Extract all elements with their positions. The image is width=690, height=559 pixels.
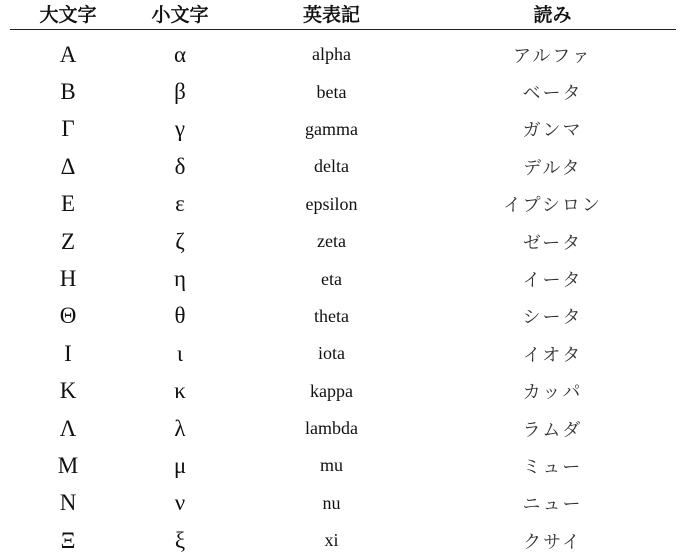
greek-alphabet-table bbox=[10, 0, 676, 559]
english-cell: mu bbox=[319, 455, 343, 476]
uppercase-cell: Λ bbox=[59, 415, 77, 441]
lowercase-cell: ξ bbox=[174, 527, 186, 553]
english-cell: theta bbox=[314, 305, 349, 326]
table-row bbox=[10, 298, 676, 335]
reading-cell: シータ bbox=[522, 307, 583, 329]
reading-cell: ニュー bbox=[522, 494, 583, 516]
english-cell: kappa bbox=[310, 380, 353, 401]
lowercase-cell: ζ bbox=[175, 228, 185, 254]
english-cell: beta bbox=[316, 81, 347, 102]
reading-cell: イオタ bbox=[522, 344, 583, 366]
table-row bbox=[10, 410, 676, 447]
table-row bbox=[10, 36, 676, 73]
english-cell: iota bbox=[318, 343, 345, 364]
lowercase-cell: κ bbox=[174, 378, 186, 404]
reading-cell: イプシロン bbox=[503, 195, 602, 217]
reading-cell: カッパ bbox=[522, 382, 583, 404]
english-cell: zeta bbox=[317, 231, 346, 252]
lowercase-cell: α bbox=[173, 41, 187, 67]
reading-cell: ガンマ bbox=[522, 120, 583, 142]
table-row bbox=[10, 73, 676, 110]
table-row bbox=[10, 111, 676, 148]
lowercase-cell: θ bbox=[174, 303, 186, 329]
uppercase-cell: Ι bbox=[64, 340, 72, 366]
english-cell: xi bbox=[324, 530, 339, 551]
table-row bbox=[10, 186, 676, 223]
lowercase-cell: μ bbox=[173, 452, 187, 478]
table-header bbox=[10, 0, 676, 30]
uppercase-cell: Ν bbox=[59, 490, 77, 516]
lowercase-cell: η bbox=[173, 266, 187, 292]
table-row bbox=[10, 148, 676, 185]
uppercase-cell: Θ bbox=[59, 303, 77, 329]
reading-cell: イータ bbox=[522, 270, 583, 292]
uppercase-cell: Α bbox=[59, 41, 77, 67]
uppercase-cell: Κ bbox=[59, 378, 77, 404]
uppercase-cell: Η bbox=[59, 266, 77, 292]
reading-cell: デルタ bbox=[523, 157, 582, 179]
uppercase-cell: Γ bbox=[61, 116, 75, 142]
table-row bbox=[10, 522, 676, 559]
table-row bbox=[10, 485, 676, 522]
reading-cell: ゼータ bbox=[522, 232, 583, 254]
lowercase-cell: β bbox=[174, 79, 186, 105]
english-cell: alpha bbox=[312, 44, 351, 65]
table-body bbox=[10, 30, 676, 559]
uppercase-cell: Ζ bbox=[60, 228, 76, 254]
table-row bbox=[10, 260, 676, 297]
lowercase-cell: ι bbox=[176, 340, 184, 366]
header-lowercase: 小文字 bbox=[151, 3, 209, 26]
english-cell: delta bbox=[314, 156, 349, 177]
header-uppercase: 大文字 bbox=[39, 3, 97, 26]
lowercase-cell: γ bbox=[174, 116, 186, 142]
lowercase-cell: ε bbox=[175, 191, 185, 217]
header-reading: 読み bbox=[533, 3, 572, 26]
reading-cell: ベータ bbox=[522, 83, 583, 105]
english-cell: gamma bbox=[305, 118, 358, 139]
english-cell: nu bbox=[322, 492, 341, 513]
reading-cell: クサイ bbox=[523, 531, 582, 553]
lowercase-cell: λ bbox=[174, 415, 186, 441]
english-cell: lambda bbox=[305, 418, 358, 439]
table-row bbox=[10, 447, 676, 484]
uppercase-cell: Ξ bbox=[60, 527, 76, 553]
english-cell: epsilon bbox=[305, 193, 358, 214]
uppercase-cell: Δ bbox=[60, 153, 76, 179]
uppercase-cell: Μ bbox=[57, 452, 79, 478]
english-cell: eta bbox=[321, 268, 342, 289]
table-row bbox=[10, 373, 676, 410]
table-row bbox=[10, 223, 676, 260]
reading-cell: アルファ bbox=[513, 45, 592, 67]
table-row bbox=[10, 335, 676, 372]
reading-cell: ミュー bbox=[522, 456, 583, 478]
uppercase-cell: Ε bbox=[60, 191, 76, 217]
uppercase-cell: Β bbox=[60, 79, 76, 105]
lowercase-cell: ν bbox=[174, 490, 186, 516]
reading-cell: ラムダ bbox=[522, 419, 583, 441]
header-english: 英表記 bbox=[302, 3, 360, 26]
lowercase-cell: δ bbox=[174, 153, 186, 179]
